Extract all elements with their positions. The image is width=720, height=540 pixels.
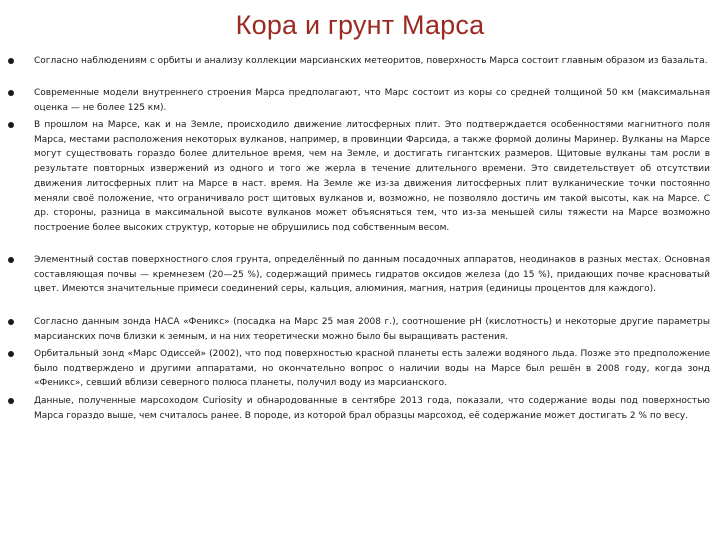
bullet-text: Орбитальный зонд «Марс Одиссей» (2002), что под поверхностью красной планеты есть залежи водяного льда. Позже это предположение было подтверждено и другими аппаратами, но окончательно вопрос о наличии воды на Марсе был решён в 2008 году, когда зонд «Феникс», севший вблизи северного полюса планеты, получил воду из марсианского. <box>34 349 710 389</box>
bullet-text: Современные модели внутреннего строения Марса предполагают, что Марс состоит из коры со средней толщиной 50 км (максимальная оценка — не более 125 км). <box>34 88 710 113</box>
bullet-dot-icon <box>8 257 14 263</box>
bullet-dot-icon <box>8 319 14 325</box>
bullet-dot-icon <box>8 122 14 128</box>
bullet-text: Согласно данным зонда НАСА «Феникс» (посадка на Марс 25 мая 2008 г.), соотношение pH (кислотность) и некоторые другие параметры марсианских почв близки к земным, и на них теоретически можно было бы выращивать растения. <box>34 317 710 342</box>
bullet-text: Элементный состав поверхностного слоя грунта, определённый по данным посадочных аппаратов, неодинаков в разных местах. Основная составляющая почвы — кремнезем (20—25 %), содержащий примесь гидратов оксидов железа (до 15 %), придающих почве красноватый цвет. Имеются значительные примеси соединений серы, кальция, алюминия, магния, натрия (единицы процентов для каждого). <box>34 255 710 295</box>
bullet-plate-tectonics <box>0 118 720 251</box>
bullet-phoenix-ph <box>0 315 720 345</box>
bullet-text: В прошлом на Марсе, как и на Земле, происходило движение литосферных плит. Это подтверждается особенностями магнитного поля Марса, местами расположения некоторых вулканов, например, в провинции Фарсида, а также формой долины Маринер. Вулканы на Марсе могут существовать гораздо более длительное время, чем на Земле, и достигать гигантских размеров. Щитовые вулканы там росли в результате повторных извержений из одного и того же жерла в течение длительного времени. Это свидетельствует об отсутствии движения литосферных плит на Марсе в наст. время. На Земле же из-за движения литосферных плит вулканические точки постоянно меняли своё положение, что ограничивало рост щитовых вулканов и, возможно, не позволяло достичь им такой высоты, как на Марсе. С др. стороны, разница в максимальной высоте вулканов может объясняться тем, что из-за меньшей силы тяжести на Марсе возможно построение более высоких структур, которые не обрушились под собственным весом. <box>34 120 710 233</box>
bullet-odyssey-ice <box>0 347 720 392</box>
bullet-dot-icon <box>8 90 14 96</box>
bullet-list <box>0 54 720 441</box>
bullet-text: Согласно наблюдениям с орбиты и анализу коллекции марсианских метеоритов, поверхность Марса состоит главным образом из базальта. <box>34 56 708 66</box>
bullet-text: Данные, полученные марсоходом Curiosity и обнародованные в сентябре 2013 года, показали, что содержание воды под поверхностью Марса гораздо выше, чем считалось ранее. В породе, из которой брал образцы марсоход, её содержание может достигать 2 % по весу. <box>34 396 710 421</box>
bullet-dot-icon <box>8 58 14 64</box>
bullet-dot-icon <box>8 398 14 404</box>
bullet-curiosity-water <box>0 394 720 439</box>
bullet-soil-composition <box>0 253 720 313</box>
bullet-crust-thickness <box>0 86 720 116</box>
bullet-dot-icon <box>8 351 14 357</box>
bullet-basalt <box>0 54 720 84</box>
slide-title: Кора и грунт Марса <box>235 10 485 40</box>
